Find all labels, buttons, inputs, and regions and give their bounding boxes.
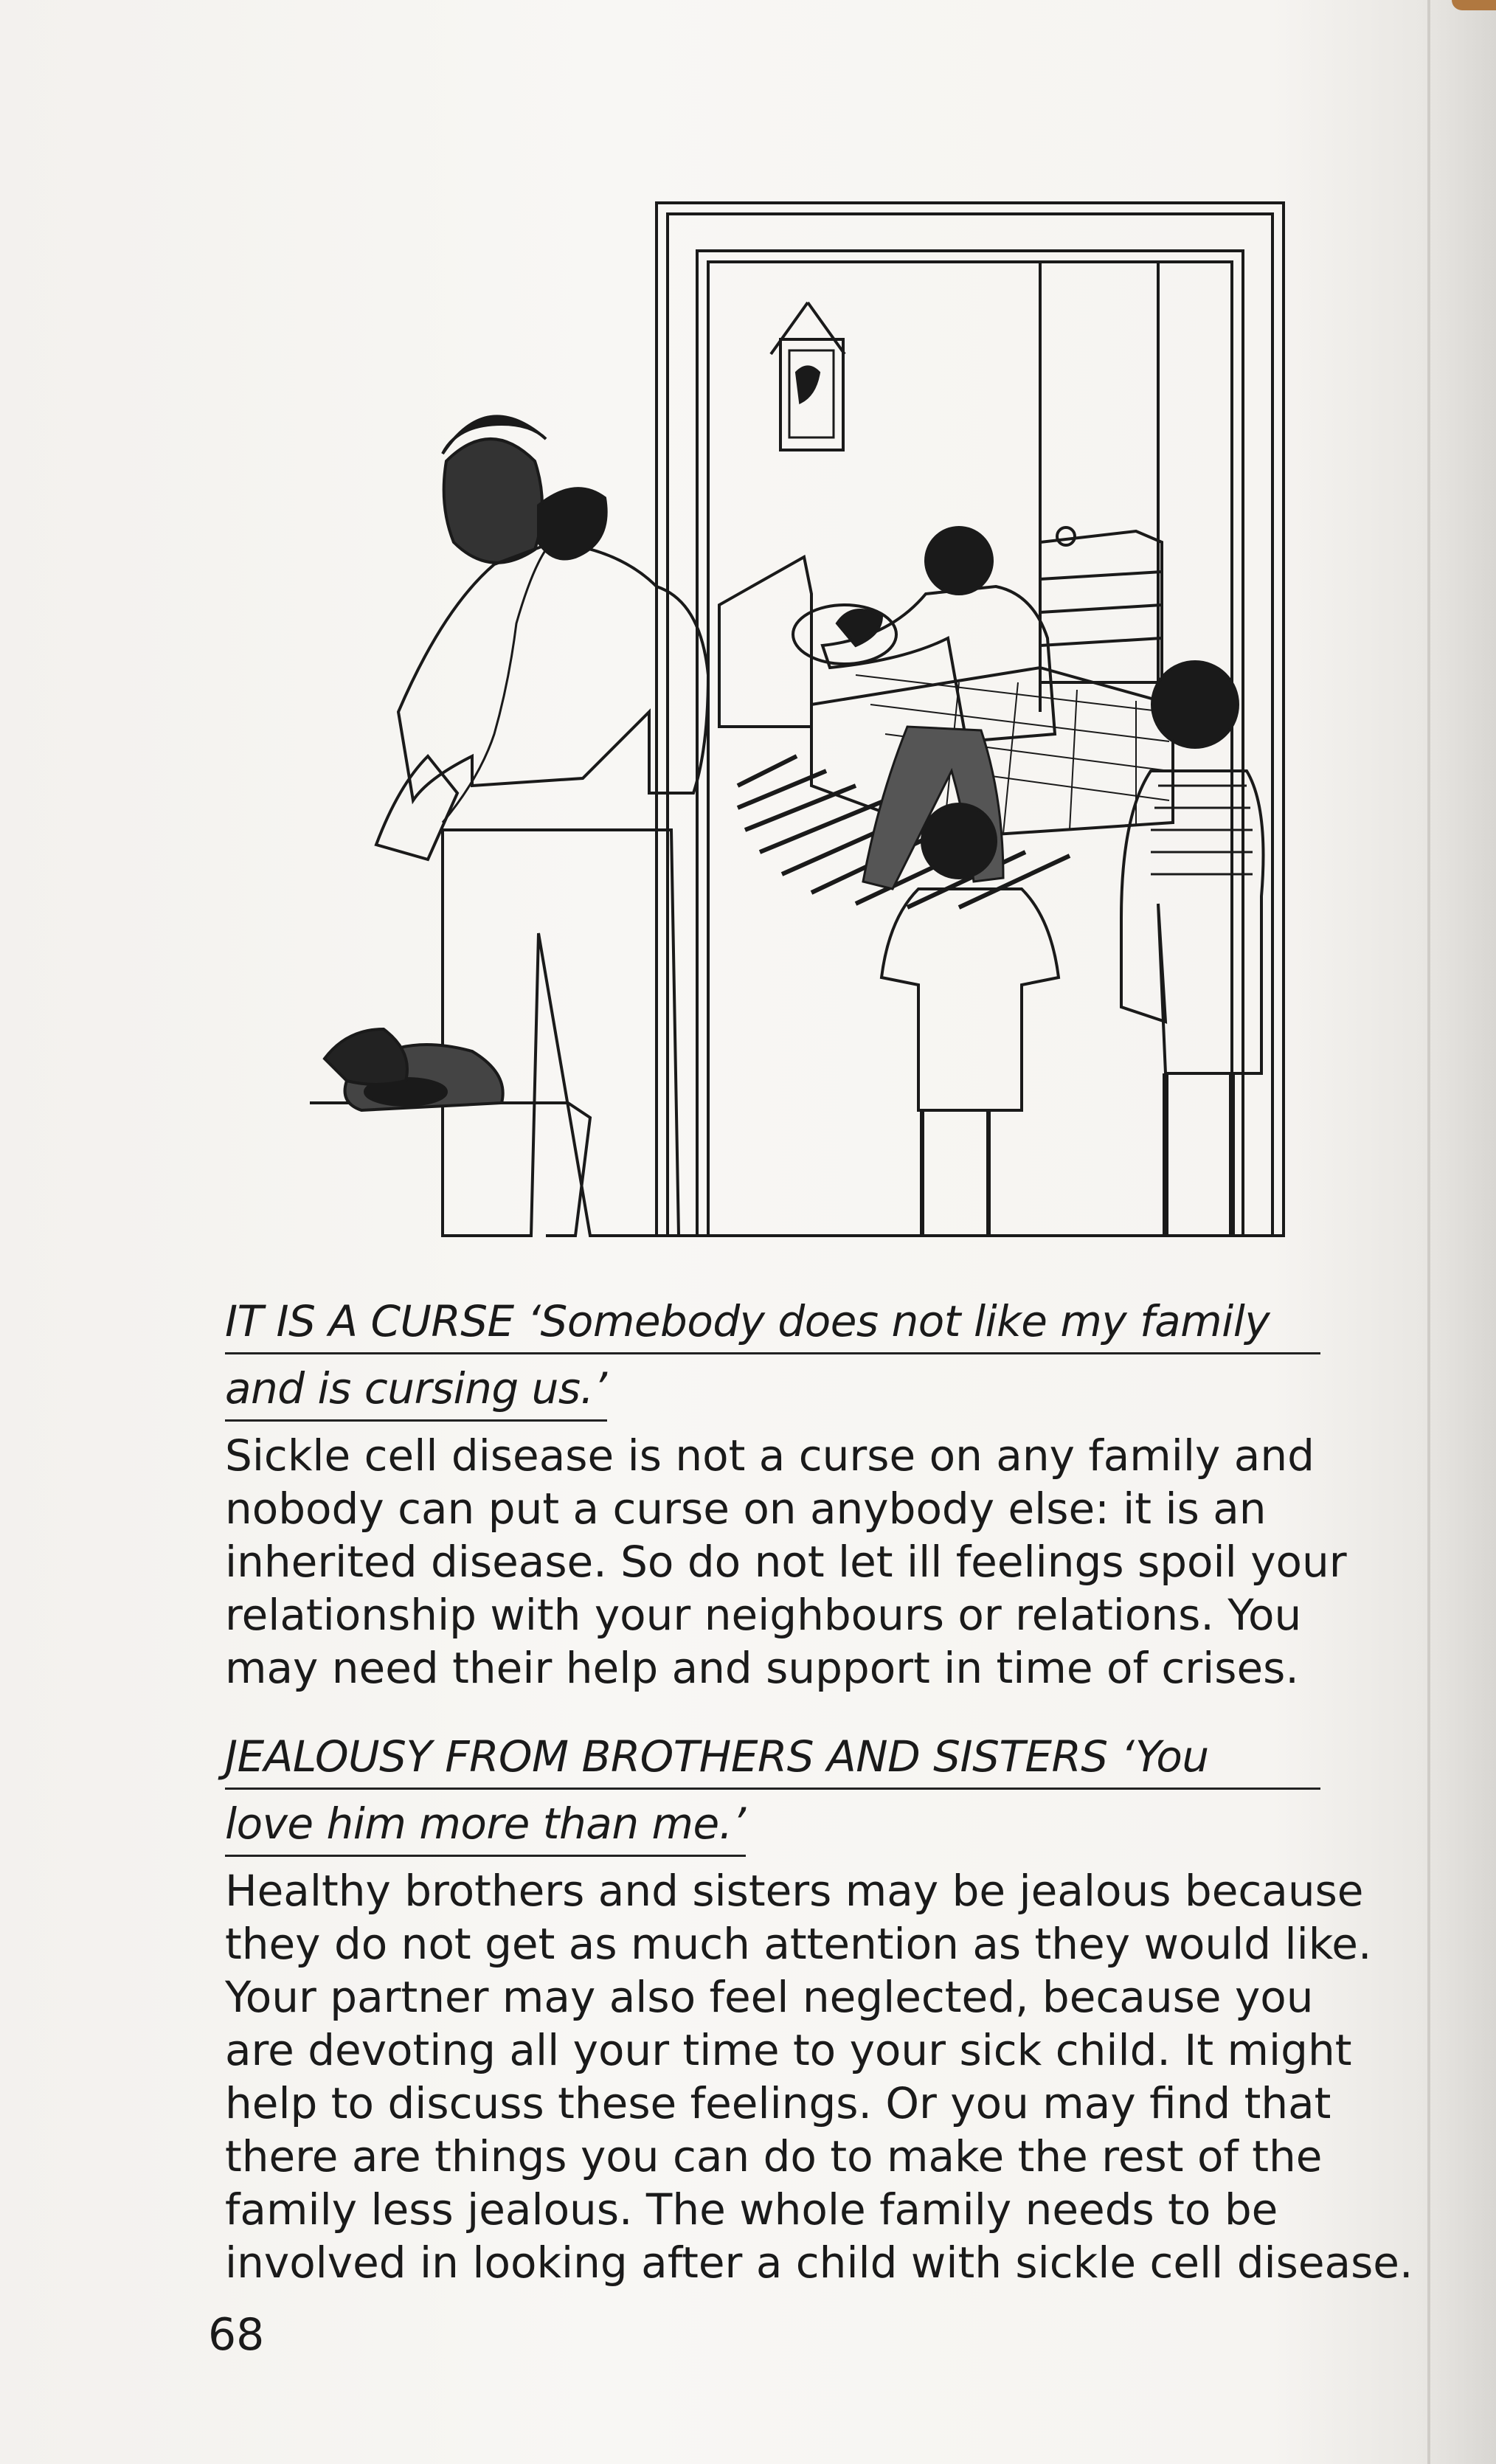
heading-line: and is cursing us.’ [225,1362,607,1422]
dresser [1040,527,1162,682]
wall-picture [771,302,845,450]
body-line: inherited disease. So do not let ill feelings spoil your [225,1537,1347,1587]
body-line: Sickle cell disease is not a curse on any family and [225,1430,1315,1481]
body-line: relationship with your neighbours or relations. You [225,1590,1302,1640]
corner-mark [1452,0,1496,10]
page-number: 68 [208,2309,265,2361]
body-line: involved in looking after a child with sickle cell disease. [225,2238,1413,2288]
body-line: may need their help and support in time of crises. [225,1643,1299,1693]
girl-figure [882,804,1059,1236]
bed [719,557,1173,837]
father-figure [376,416,708,1236]
body-line: they do not get as much attention as they would like. [225,1919,1372,1969]
section-jealousy [225,1730,1413,2289]
section-curse-heading [225,1295,1320,1422]
section-curse-body [225,1429,1347,1695]
heading-line: JEALOUSY FROM BROTHERS AND SISTERS ‘You [225,1730,1320,1790]
heading-line: IT IS A CURSE ‘Somebody does not like my family [225,1295,1320,1354]
body-line: there are things you can do to make the rest of the [225,2131,1323,2181]
body-line: are devoting all your time to your sick child. It might [225,2025,1352,2075]
section-jealousy-body [225,1864,1413,2289]
body-line: family less jealous. The whole family needs to be [225,2184,1278,2235]
body-line: Healthy brothers and sisters may be jealous because [225,1866,1364,1916]
body-line: help to discuss these feelings. Or you may find that [225,2078,1331,2128]
illustration-family-scene [295,195,1291,1243]
page-edge [1427,0,1430,2464]
section-curse [225,1295,1347,1695]
body-line: nobody can put a curse on anybody else: it is an [225,1484,1267,1534]
body-line: Your partner may also feel neglected, because you [225,1972,1314,2022]
heading-line: love him more than me.’ [225,1797,746,1857]
section-jealousy-heading [225,1730,1320,1857]
